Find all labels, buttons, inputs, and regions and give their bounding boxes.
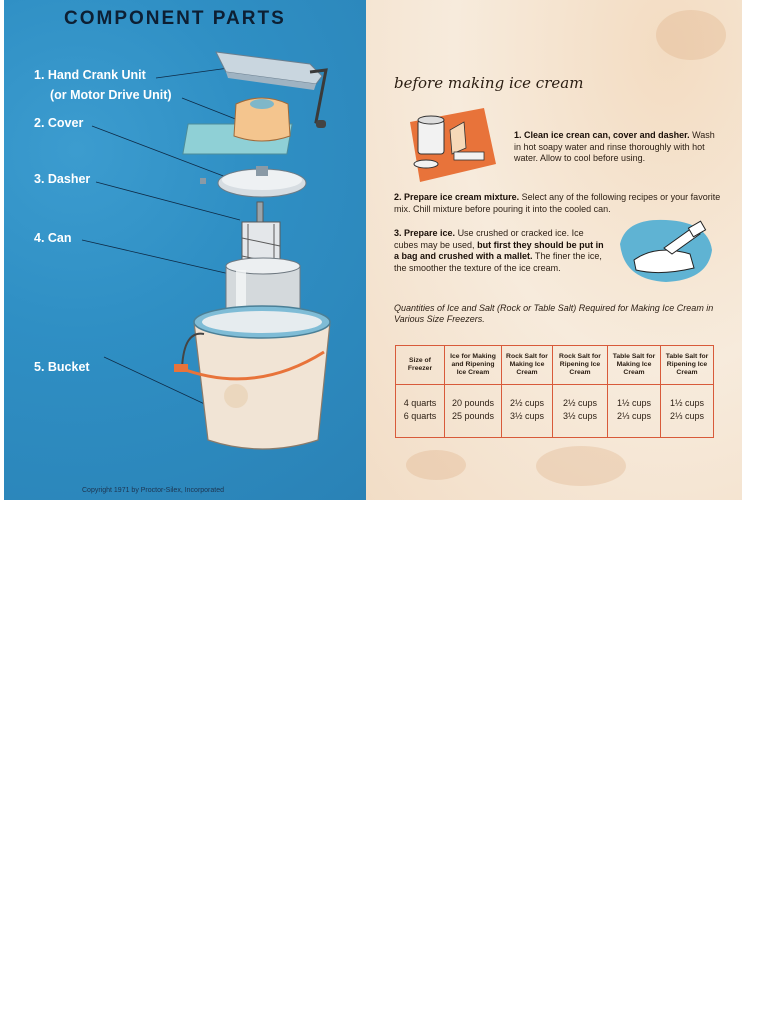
cell-value: 1½ cups xyxy=(669,398,705,408)
part-label-cover: 2. Cover xyxy=(34,116,84,130)
step-1-body: Wash in hot soapy water and rinse thoroughly with hot water. Allow to cool before using. xyxy=(514,130,715,163)
table-header-row xyxy=(396,346,714,385)
table-header: Table Salt for Ripening Ice Cream xyxy=(661,346,714,385)
table-header: Size of Freezer xyxy=(396,346,445,385)
table-header: Ice for Making and Ripening Ice Cream xyxy=(445,346,502,385)
cell-value: 3½ cups xyxy=(509,411,545,421)
cover-drawing xyxy=(200,166,306,197)
table-row xyxy=(396,385,714,438)
step-3-bold: but first they should be put in a bag and crushed with a mallet. xyxy=(394,239,604,261)
table-header: Rock Salt for Ripening Ice Cream xyxy=(553,346,608,385)
part-label-can: 4. Can xyxy=(34,231,72,245)
part-label-hand-crank: 1. Hand Crank Unit xyxy=(34,68,146,82)
cell-value: 2⅓ cups xyxy=(669,411,705,421)
cell-value: 6 quarts xyxy=(403,411,437,421)
component-parts-title: COMPONENT PARTS xyxy=(64,8,286,29)
crushing-ice-illustration xyxy=(616,214,716,286)
step-2-lead: 2. Prepare ice cream mixture. xyxy=(394,192,520,202)
washing-can-illustration xyxy=(404,108,500,184)
step-2 xyxy=(394,192,724,215)
table-cell-table-making xyxy=(608,385,661,438)
step-1-lead: 1. Clean ice crean can, cover and dasher. xyxy=(514,130,690,140)
table-header: Rock Salt for Making Ice Cream xyxy=(502,346,553,385)
cell-value: 20 pounds xyxy=(451,398,495,408)
table-cell-size xyxy=(396,385,445,438)
step-2-body: Select any of the following recipes or your favorite mix. Chill mixture before pouring it into the cooled can. xyxy=(394,192,721,214)
table-cell-table-ripening xyxy=(661,385,714,438)
cell-value: 25 pounds xyxy=(451,411,495,421)
table-header: Table Salt for Making Ice Cream xyxy=(608,346,661,385)
cell-value: 3½ cups xyxy=(562,411,598,421)
step-3 xyxy=(394,228,608,274)
step-3-body-2: The finer the ice, the smoother the texture of the ice cream. xyxy=(394,251,602,273)
motor-cap-drawing xyxy=(183,98,292,154)
cell-value: 4 quarts xyxy=(403,398,437,408)
component-parts-panel xyxy=(4,0,366,500)
paper-stain xyxy=(656,10,726,60)
step-1 xyxy=(514,130,724,165)
cell-value: 1½ cups xyxy=(616,398,652,408)
cell-value: 2⅓ cups xyxy=(616,411,652,421)
instructions-panel xyxy=(366,0,742,500)
cell-value: 2½ cups xyxy=(509,398,545,408)
table-cell-rock-making xyxy=(502,385,553,438)
copyright-notice: Copyright 1971 by Proctor-Silex, Incorporated xyxy=(82,487,225,494)
part-label-bucket: 5. Bucket xyxy=(34,360,90,374)
ice-salt-quantity-table xyxy=(395,345,714,438)
bucket-drawing xyxy=(174,306,330,449)
paper-stain xyxy=(406,450,466,480)
table-cell-ice xyxy=(445,385,502,438)
section-title: before making ice cream xyxy=(394,74,584,92)
table-cell-rock-ripening xyxy=(553,385,608,438)
step-3-body-1: Use crushed or cracked ice. Ice cubes may be used, xyxy=(394,228,584,250)
part-label-motor-drive: (or Motor Drive Unit) xyxy=(50,88,172,102)
cell-value: 2½ cups xyxy=(562,398,598,408)
booklet-spread xyxy=(4,0,742,502)
part-label-dasher: 3. Dasher xyxy=(34,172,91,186)
step-3-lead: 3. Prepare ice. xyxy=(394,228,456,238)
table-caption: Quantities of Ice and Salt (Rock or Table Salt) Required for Making Ice Cream in Various Size Freezers. xyxy=(394,303,714,324)
paper-stain xyxy=(536,446,626,486)
